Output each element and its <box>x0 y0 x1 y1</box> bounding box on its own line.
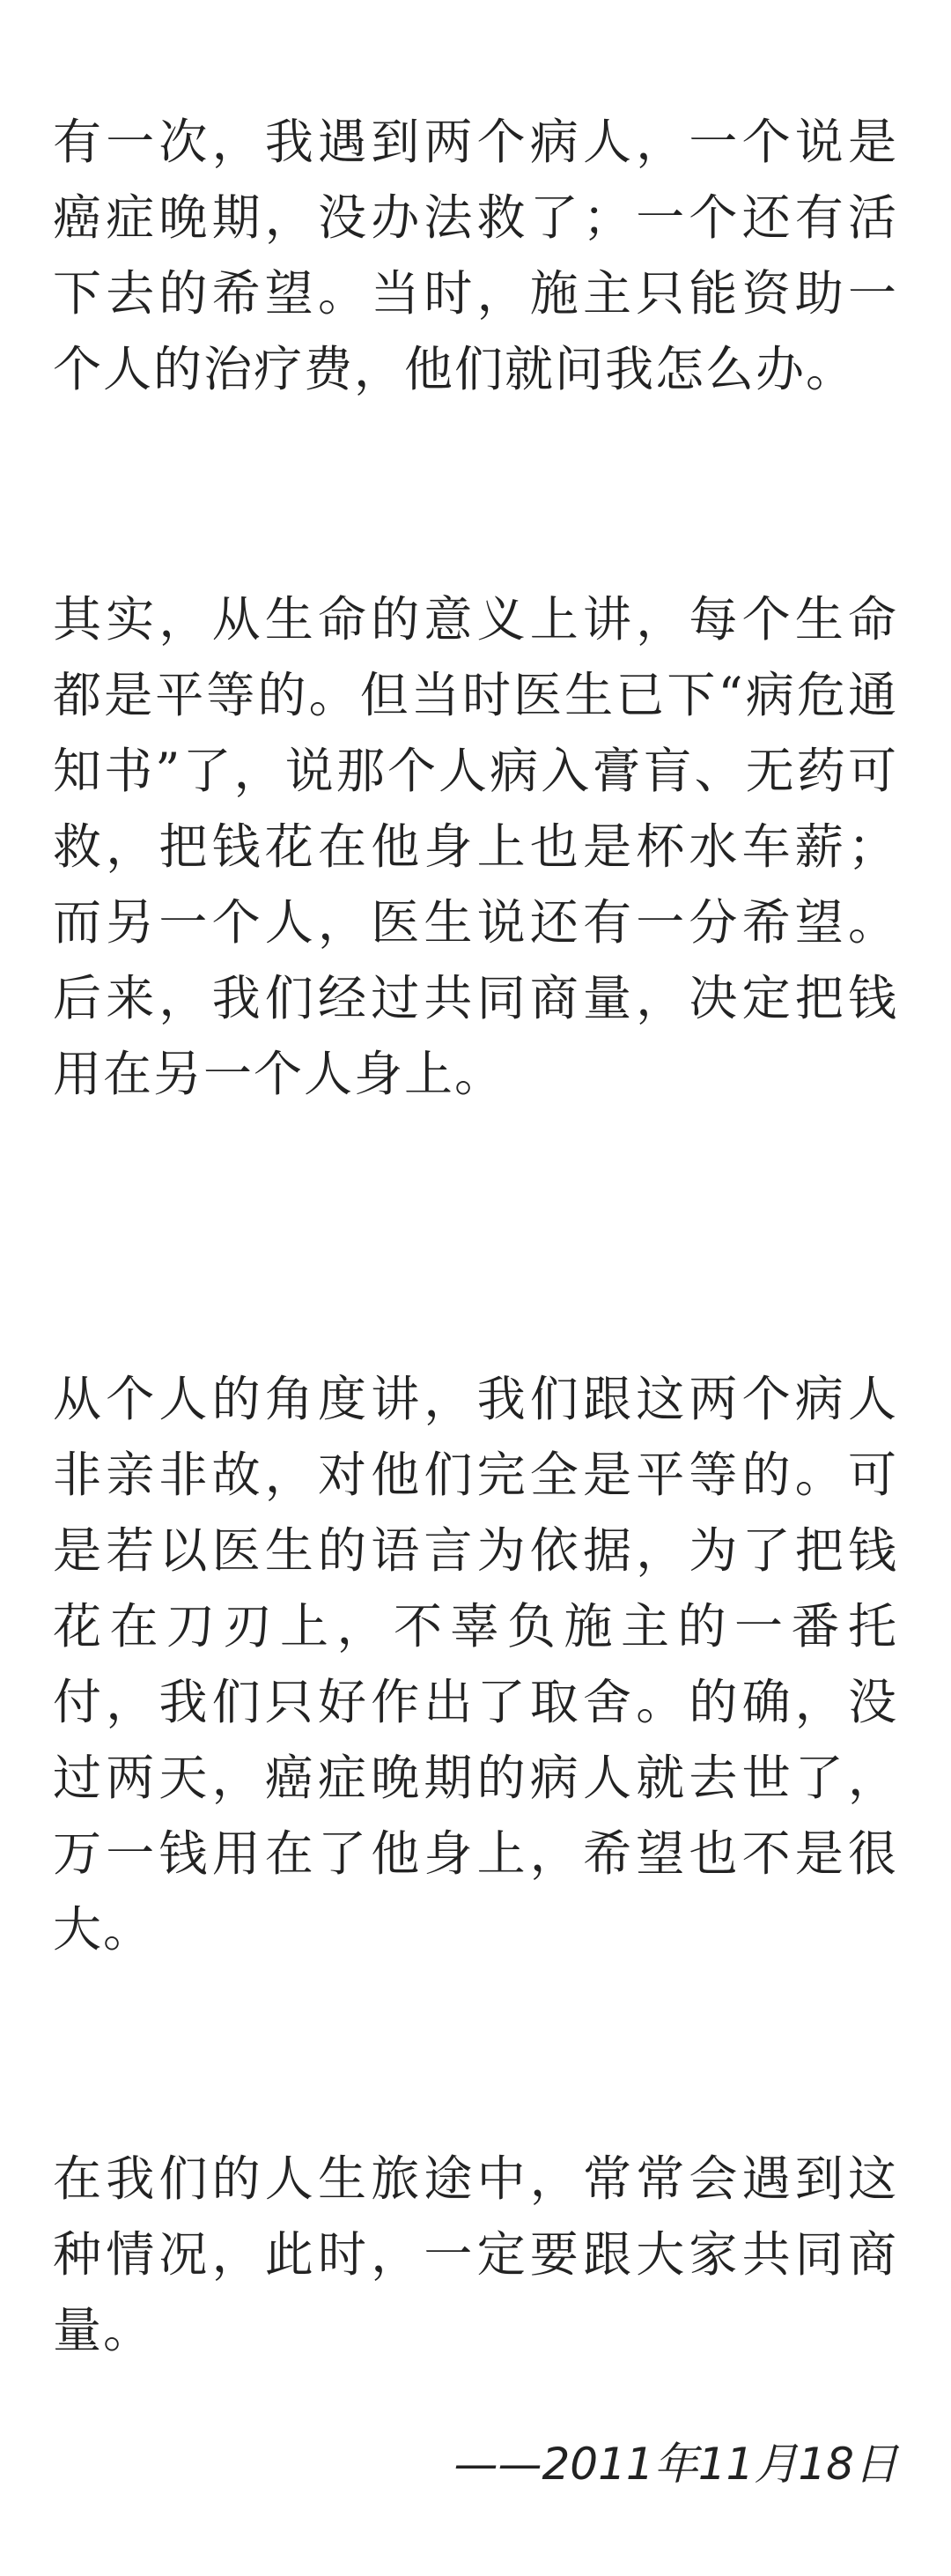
paragraph-2: 其实，从生命的意义上讲，每个生命都是平等的。但当时医生已下“病危通知书”了，说那个人病入膏肓、无药可救，把钱花在他身上也是杯水车薪；而另一个人，医生说还有一分希望。后来，我们经过共同商量，决定把钱用在另一个人身上。 <box>53 591 898 1102</box>
paragraph-4: 在我们的人生旅途中，常常会遇到这种情况，此时，一定要跟大家共同商量。 <box>53 2150 898 2358</box>
paragraph-3: 从个人的角度讲，我们跟这两个病人非亲非故，对他们完全是平等的。可是若以医生的语言为依据，为了把钱花在刀刃上，不辜负施主的一番托付，我们只好作出了取舍。的确，没过两天，癌症晚期的病人就去世了，万一钱用在了他身上，希望也不是很大。 <box>53 1371 898 1958</box>
paragraph-1: 有一次，我遇到两个病人，一个说是癌症晚期，没办法救了；一个还有活下去的希望。当时，施主只能资助一个人的治疗费，他们就问我怎么办。 <box>53 114 898 397</box>
date-signature: ——2011年11月18日 <box>453 2439 898 2490</box>
